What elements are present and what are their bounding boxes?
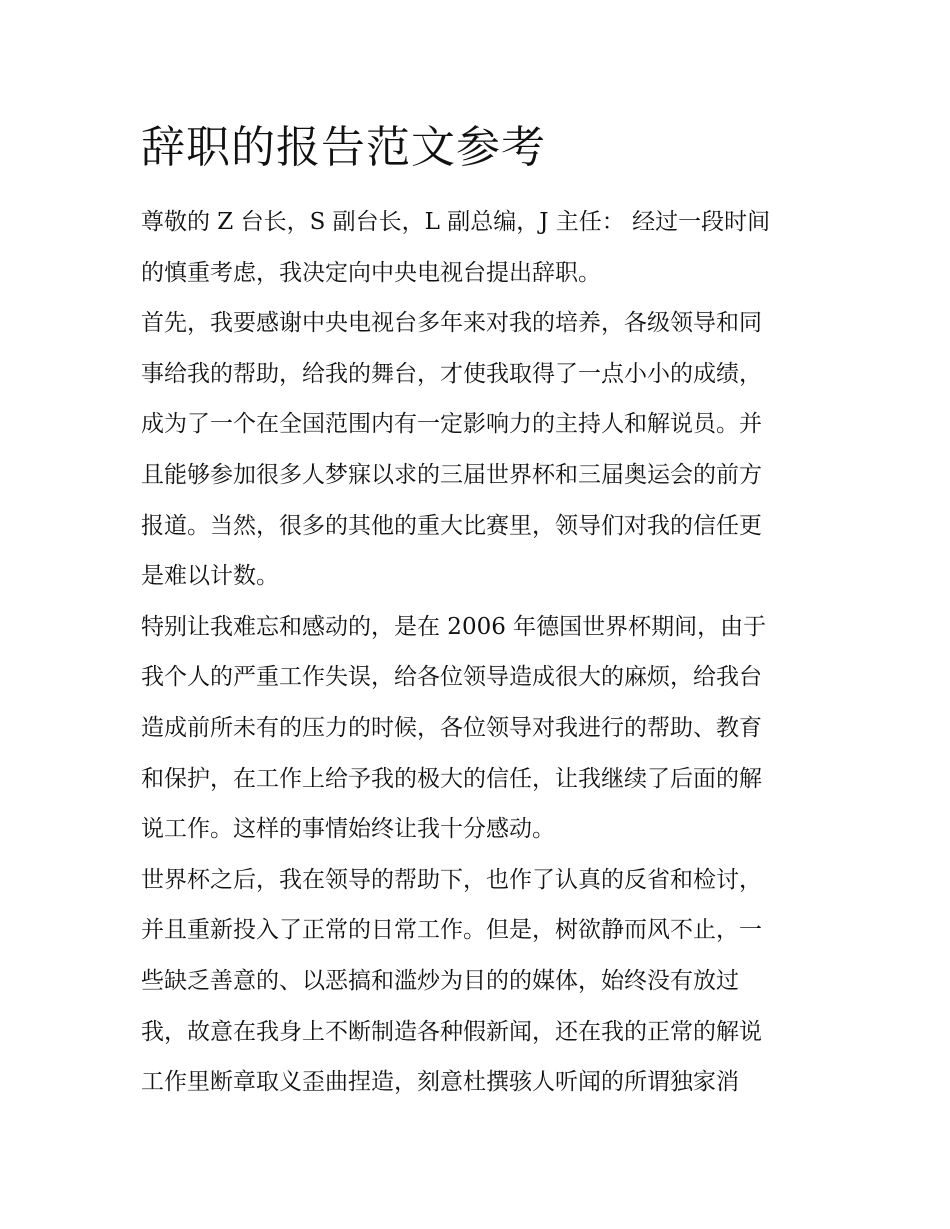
paragraph-line: 我，故意在我身上不断制造各种假新闻，还在我的正常的解说 — [141, 1018, 762, 1045]
paragraph-line: 成为了一个在全国范围内有一定影响力的主持人和解说员。并 — [141, 411, 762, 438]
paragraph-line: 造成前所未有的压力的时候，各位领导对我进行的帮助、教育 — [141, 714, 762, 741]
paragraph-line: 且能够参加很多人梦寐以求的三届世界杯和三届奥运会的前方 — [141, 461, 762, 488]
paragraph-line: 我个人的严重工作失误，给各位领导造成很大的麻烦，给我台 — [141, 664, 762, 691]
paragraph-line: 工作里断章取义歪曲捏造，刻意杜撰骇人听闻的所谓独家消 — [141, 1069, 739, 1096]
paragraph-line: 些缺乏善意的、以恶搞和滥炒为目的的媒体，始终没有放过 — [141, 967, 739, 994]
paragraph-after-world-cup — [141, 855, 821, 1108]
paragraph-world-cup-2006 — [141, 602, 821, 855]
paragraph-line: 世界杯之后，我在领导的帮助下，也作了认真的反省和检讨， — [141, 866, 762, 893]
paragraph-line: 是难以计数。 — [141, 563, 279, 590]
document-title: 辞职的报告范文参考 — [141, 122, 546, 173]
paragraph-line: 并且重新投入了正常的日常工作。但是，树欲静而风不止，一 — [141, 917, 762, 944]
paragraph-gratitude — [141, 298, 821, 602]
paragraph-line: 报道。当然，很多的其他的重大比赛里，领导们对我的信任更 — [141, 512, 762, 539]
document-page — [141, 115, 821, 1108]
paragraph-line: 尊敬的 Z 台长，S 副台长，L 副总编，J 主任： 经过一段时间 — [141, 209, 771, 235]
paragraph-line: 和保护，在工作上给予我的极大的信任，让我继续了后面的解 — [141, 765, 762, 792]
paragraph-line: 首先，我要感谢中央电视台多年来对我的培养，各级领导和同 — [141, 310, 762, 337]
paragraph-line: 特别让我难忘和感动的，是在 2006 年德国世界杯期间，由于 — [141, 613, 767, 640]
paragraph-line: 的慎重考虑，我决定向中央电视台提出辞职。 — [141, 259, 601, 286]
paragraph-salutation — [141, 197, 821, 298]
paragraph-line: 事给我的帮助，给我的舞台，才使我取得了一点小小的成绩， — [141, 360, 762, 387]
paragraph-line: 说工作。这样的事情始终让我十分感动。 — [141, 816, 555, 843]
